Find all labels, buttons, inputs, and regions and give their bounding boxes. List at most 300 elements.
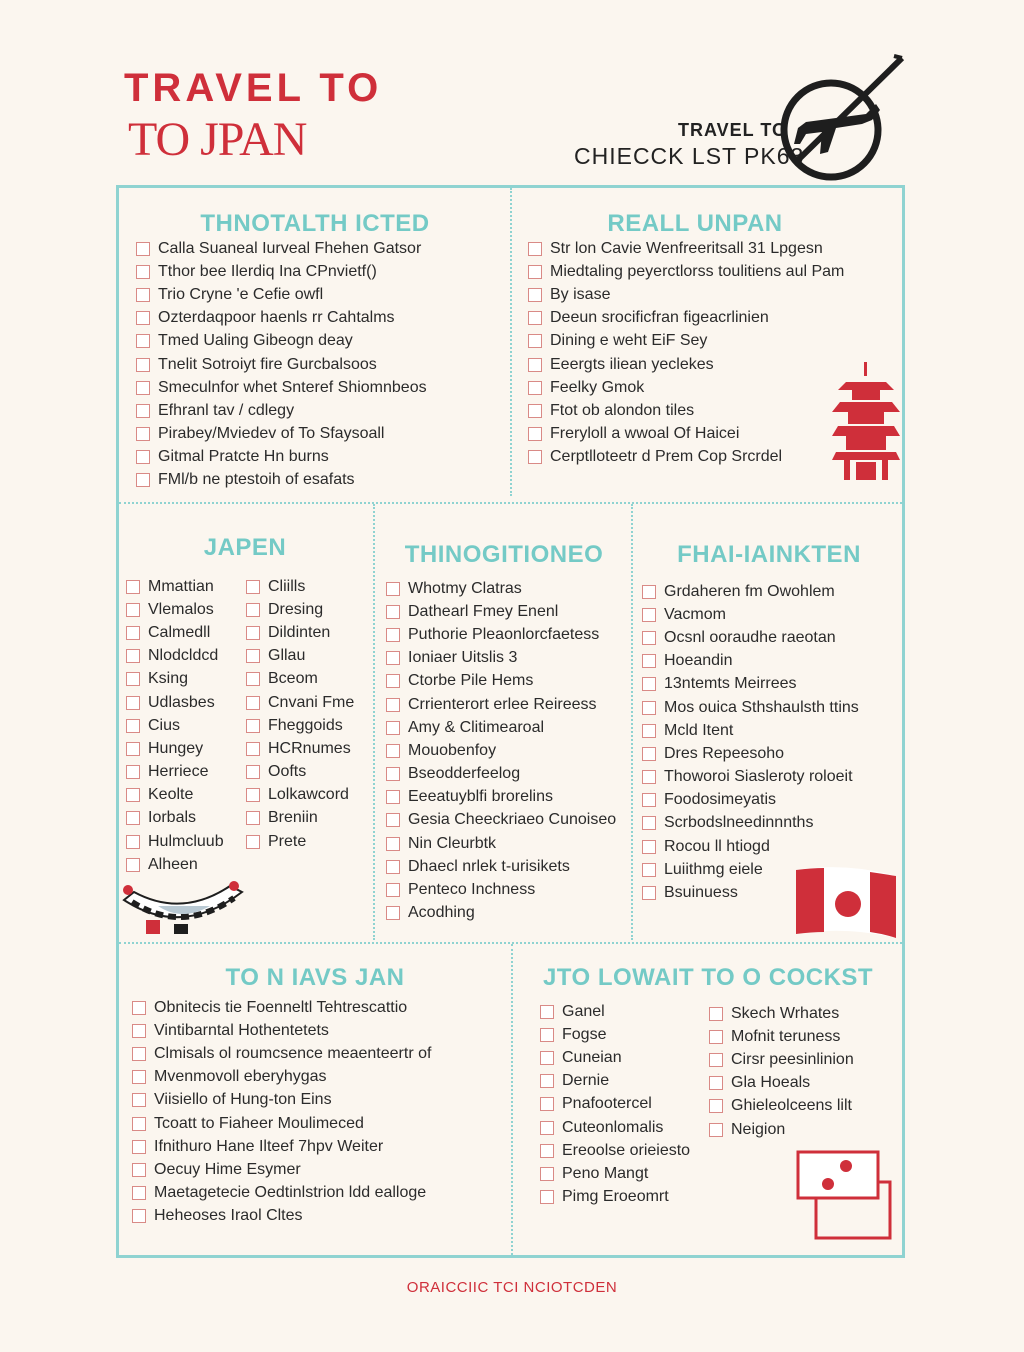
checkbox[interactable] — [132, 1163, 146, 1177]
checklist-item[interactable] — [540, 1093, 690, 1116]
checkbox[interactable] — [386, 813, 400, 827]
checklist-item-label: Tcoatt to Fiaheer Moulimeced — [154, 1114, 364, 1132]
checklist-item-label: Mouobenfoy — [408, 741, 497, 759]
checklist-item-label: Pnafootercel — [562, 1095, 652, 1113]
checkbox[interactable] — [386, 767, 400, 781]
checklist — [136, 237, 427, 492]
checklist-item[interactable] — [642, 719, 859, 742]
checklist-item-label: Ghieleolceens lilt — [731, 1097, 852, 1115]
section-title: JAPEN — [203, 534, 287, 561]
checklist-item-label: Amy & Clitimearoal — [408, 718, 545, 736]
checklist-item[interactable] — [528, 237, 844, 260]
checkbox[interactable] — [136, 450, 150, 464]
checkbox[interactable] — [126, 603, 140, 617]
checkbox[interactable] — [246, 672, 260, 686]
section-title: FHAI-IAINKTEN — [677, 541, 861, 568]
checklist-item[interactable] — [528, 330, 844, 353]
checkbox[interactable] — [528, 288, 542, 302]
checkbox[interactable] — [126, 858, 140, 872]
checklist-item-label: Gla Hoeals — [731, 1074, 811, 1092]
checklist-item-label: Rocou ll htiogd — [664, 837, 770, 855]
checklist-item[interactable] — [132, 1042, 431, 1065]
checkbox[interactable] — [642, 816, 656, 830]
checklist-item[interactable] — [246, 668, 354, 691]
checkbox[interactable] — [386, 582, 400, 596]
checklist-item[interactable] — [246, 761, 354, 784]
checklist-item-label: Herriece — [148, 763, 209, 781]
checkbox[interactable] — [246, 719, 260, 733]
checklist-item-label: Vlemalos — [148, 600, 214, 618]
checklist-item[interactable] — [132, 1112, 431, 1135]
footer-text: ORAICCIIC TCI NCIOTCDEN — [406, 1279, 618, 1296]
section-title: THINOGITIONEO — [404, 541, 604, 568]
checklist-item[interactable] — [132, 1158, 431, 1181]
section-title: THNOTALTH ICTED — [200, 210, 430, 237]
checkbox[interactable] — [642, 585, 656, 599]
checkbox[interactable] — [136, 311, 150, 325]
checklist-item-label: Bceom — [268, 670, 318, 688]
checklist-item[interactable] — [386, 832, 616, 855]
checklist-item-label: Ifnithuro Hane Ilteef 7hpv Weiter — [154, 1137, 384, 1155]
checklist-item[interactable] — [126, 784, 224, 807]
checkbox[interactable] — [540, 1144, 554, 1158]
checkbox[interactable] — [126, 811, 140, 825]
checkbox[interactable] — [528, 427, 542, 441]
checkbox[interactable] — [642, 724, 656, 738]
checklist-item-label: Calla Suaneal Iurveal Fhehen Gatsor — [158, 239, 422, 257]
checklist-item[interactable] — [540, 1023, 690, 1046]
checklist-item[interactable] — [136, 283, 427, 306]
checklist-item[interactable] — [126, 830, 224, 853]
checklist-item[interactable] — [136, 307, 427, 330]
checkbox[interactable] — [136, 334, 150, 348]
checklist-item-label: Maetagetecie Oedtinlstrion ldd ealloge — [154, 1184, 427, 1202]
checklist-item[interactable] — [136, 330, 427, 353]
checkbox[interactable] — [132, 1186, 146, 1200]
checklist-item-label: Fogse — [562, 1025, 607, 1043]
checklist-item[interactable] — [528, 446, 844, 469]
checklist-item[interactable] — [126, 691, 224, 714]
checkbox[interactable] — [642, 770, 656, 784]
checklist-item[interactable] — [709, 1048, 854, 1071]
checklist-item[interactable] — [126, 761, 224, 784]
checkbox[interactable] — [386, 860, 400, 874]
checklist-item[interactable] — [540, 1162, 690, 1185]
checklist-item[interactable] — [132, 996, 431, 1019]
page-title-line2: TO JPAN — [128, 113, 307, 166]
checklist-item[interactable] — [126, 807, 224, 830]
checklist-item-label: Whotmy Clatras — [408, 579, 522, 597]
checkbox[interactable] — [540, 1167, 554, 1181]
checklist-item[interactable] — [246, 714, 354, 737]
checkbox[interactable] — [528, 242, 542, 256]
divider — [631, 504, 633, 940]
checkbox[interactable] — [540, 1005, 554, 1019]
checklist-item[interactable] — [126, 575, 224, 598]
checklist-item[interactable] — [386, 902, 616, 925]
checklist-item[interactable] — [246, 645, 354, 668]
checklist-item[interactable] — [132, 1066, 431, 1089]
checklist-item-label: Mmattian — [148, 577, 214, 595]
checkbox[interactable] — [132, 1001, 146, 1015]
checkbox[interactable] — [709, 1099, 723, 1113]
checklist-item[interactable] — [132, 1019, 431, 1042]
checklist-item[interactable] — [386, 855, 616, 878]
checklist-item[interactable] — [386, 623, 616, 646]
checklist-item[interactable] — [136, 376, 427, 399]
checklist-item[interactable] — [126, 668, 224, 691]
checklist-item-label: Ioniaer Uitslis 3 — [408, 649, 518, 667]
checklist-item[interactable] — [540, 1000, 690, 1023]
checklist-item[interactable] — [246, 830, 354, 853]
checklist-item-label: Cirsr peesinlinion — [731, 1050, 854, 1068]
checklist-item[interactable] — [709, 1118, 854, 1141]
checklist-item[interactable] — [386, 647, 616, 670]
checklist-item-label: Miedtaling peyerctlorss toulitiens aul Pam — [550, 262, 845, 280]
checkbox[interactable] — [386, 744, 400, 758]
checklist-item-label: Feelky Gmok — [550, 378, 645, 396]
checklist — [246, 575, 354, 853]
checklist-item[interactable] — [540, 1139, 690, 1162]
checklist-item[interactable] — [386, 670, 616, 693]
checklist-item[interactable] — [386, 739, 616, 762]
checklist-item[interactable] — [246, 691, 354, 714]
checklist-item[interactable] — [642, 580, 859, 603]
checklist-item[interactable] — [136, 260, 427, 283]
checklist-item[interactable] — [642, 603, 859, 626]
checklist-item-label: Skech Wrhates — [731, 1004, 840, 1022]
checkbox[interactable] — [540, 1121, 554, 1135]
checkbox[interactable] — [528, 334, 542, 348]
section-title: TO N IAVS JAN — [225, 964, 405, 991]
checkbox[interactable] — [642, 701, 656, 715]
checklist-item-label: Hulmcluub — [148, 832, 224, 850]
checklist-item-label: Nin Cleurbtk — [408, 834, 497, 852]
checklist-item[interactable] — [126, 645, 224, 668]
checklist-item[interactable] — [126, 621, 224, 644]
checklist-item[interactable] — [246, 575, 354, 598]
checklist-item-label: Dathearl Fmey Enenl — [408, 602, 559, 620]
checkbox[interactable] — [642, 677, 656, 691]
checkbox[interactable] — [386, 790, 400, 804]
checklist-item[interactable] — [136, 469, 427, 492]
checkbox[interactable] — [246, 788, 260, 802]
checkbox[interactable] — [642, 840, 656, 854]
checklist-item[interactable] — [126, 598, 224, 621]
checklist — [126, 575, 224, 876]
checklist-item-label: Cius — [148, 716, 181, 734]
checklist-item[interactable] — [540, 1116, 690, 1139]
checklist-item-label: Iorbals — [148, 809, 197, 827]
checkbox[interactable] — [642, 863, 656, 877]
checklist-item-label: Oofts — [268, 763, 307, 781]
checklist-item-label: Gllau — [268, 647, 306, 665]
checklist-item-label: Ereoolse orieiesto — [562, 1141, 691, 1159]
checklist — [386, 577, 616, 925]
checklist-item-label: Cnvani Fme — [268, 693, 355, 711]
checkbox[interactable] — [246, 835, 260, 849]
checkbox[interactable] — [132, 1047, 146, 1061]
checklist-item-label: Pimg Eroeomrt — [562, 1188, 669, 1206]
checklist-item[interactable] — [126, 853, 224, 876]
checklist-item-label: Mos ouica Sthshaulsth ttins — [664, 698, 859, 716]
checklist-item[interactable] — [132, 1089, 431, 1112]
checklist-item[interactable] — [642, 696, 859, 719]
checklist-item-label: Mvenmovoll eberyhygas — [154, 1068, 327, 1086]
checklist-item[interactable] — [386, 600, 616, 623]
checklist-item-label: Fheggoids — [268, 716, 343, 734]
checklist-item[interactable] — [642, 812, 859, 835]
checklist-item[interactable] — [386, 878, 616, 901]
checkbox[interactable] — [642, 654, 656, 668]
checklist-item[interactable] — [528, 283, 844, 306]
checkbox[interactable] — [386, 651, 400, 665]
checklist-item-label: Alheen — [148, 855, 198, 873]
checklist-item-label: FMl/b ne ptestoih of esafats — [158, 471, 355, 489]
checklist-item-label: Nlodcldcd — [148, 647, 219, 665]
checklist-item[interactable] — [540, 1046, 690, 1069]
checkbox[interactable] — [528, 450, 542, 464]
checklist-item[interactable] — [246, 621, 354, 644]
checkbox[interactable] — [246, 765, 260, 779]
checklist-item-label: Lolkawcord — [268, 786, 349, 804]
checkbox[interactable] — [132, 1070, 146, 1084]
checklist-item[interactable] — [136, 423, 427, 446]
checklist-item-label: Hungey — [148, 739, 204, 757]
checklist-item-label: Acodhing — [408, 904, 475, 922]
checkbox[interactable] — [126, 672, 140, 686]
checkbox[interactable] — [642, 631, 656, 645]
checklist-item[interactable] — [136, 399, 427, 422]
checkbox[interactable] — [386, 698, 400, 712]
checklist-item-label: Ksing — [148, 670, 189, 688]
checklist-item-label: Cliills — [268, 577, 306, 595]
checklist-item-label: Dresing — [268, 600, 324, 618]
checklist-item-label: By isase — [550, 285, 611, 303]
checkbox[interactable] — [126, 626, 140, 640]
checkbox[interactable] — [126, 719, 140, 733]
checkbox[interactable] — [709, 1053, 723, 1067]
checklist-item-label: Tnelit Sotroiyt fire Gurcbalsoos — [158, 355, 377, 373]
checkbox[interactable] — [540, 1074, 554, 1088]
checklist-item-label: Bsuinuess — [664, 884, 738, 902]
checkbox[interactable] — [386, 837, 400, 851]
checklist-item[interactable] — [126, 737, 224, 760]
checkbox[interactable] — [136, 358, 150, 372]
checkbox[interactable] — [528, 265, 542, 279]
checkbox[interactable] — [136, 473, 150, 487]
checklist-item-label: Prete — [268, 832, 307, 850]
checklist-item[interactable] — [642, 626, 859, 649]
checklist-item-label: Mofnit teruness — [731, 1027, 841, 1045]
checkbox[interactable] — [642, 886, 656, 900]
checklist-item-label: Cuteonlomalis — [562, 1118, 664, 1136]
checklist-item-label: Gitmal Pratcte Hn burns — [158, 448, 329, 466]
checklist-item-label: Pirabey/Mviedev of To Sfaysoall — [158, 425, 385, 443]
checklist-item-label: Thoworoi Siasleroty roloeit — [664, 768, 853, 786]
checkbox[interactable] — [528, 311, 542, 325]
checklist-item-label: Smeculnfor whet Snteref Shiomnbeos — [158, 378, 427, 396]
checklist — [540, 1000, 690, 1209]
checkbox[interactable] — [132, 1140, 146, 1154]
checklist-item-label: Crrienterort erlee Reireess — [408, 695, 597, 713]
japanese-fan-icon — [118, 876, 248, 938]
checklist-item-label: Gesia Cheeckriaeo Cunoiseo — [408, 811, 617, 829]
checklist-item-label: Clmisals ol roumcsence meaenteertr of — [154, 1044, 432, 1062]
checkbox[interactable] — [709, 1123, 723, 1137]
checklist-item[interactable] — [709, 1095, 854, 1118]
checklist-item[interactable] — [126, 714, 224, 737]
checkbox[interactable] — [540, 1097, 554, 1111]
checkbox[interactable] — [709, 1030, 723, 1044]
checkbox[interactable] — [136, 404, 150, 418]
checklist-item-label: Calmedll — [148, 623, 211, 641]
checkbox[interactable] — [126, 649, 140, 663]
checklist-item[interactable] — [132, 1135, 431, 1158]
checkbox[interactable] — [709, 1076, 723, 1090]
divider — [511, 944, 513, 1255]
checklist-item-label: 13ntemts Meirrees — [664, 675, 797, 693]
checkbox[interactable] — [132, 1117, 146, 1131]
checklist-item-label: Vacmom — [664, 605, 726, 623]
checklist-item[interactable] — [386, 716, 616, 739]
checklist-item-label: Bseodderfeelog — [408, 765, 521, 783]
checklist-item[interactable] — [246, 598, 354, 621]
checkbox[interactable] — [126, 835, 140, 849]
checkbox[interactable] — [386, 628, 400, 642]
checklist-item[interactable] — [136, 237, 427, 260]
checklist-item[interactable] — [642, 766, 859, 789]
checklist-item[interactable] — [540, 1186, 690, 1209]
divider — [119, 502, 902, 504]
checkbox[interactable] — [132, 1093, 146, 1107]
checklist-item-label: Deeun srocificfran figeacrlinien — [550, 309, 769, 327]
checklist-item-label: Efhranl tav / cdlegy — [158, 401, 295, 419]
checkbox[interactable] — [246, 626, 260, 640]
checklist-item-label: Luiithmg eiele — [664, 860, 763, 878]
checklist-item[interactable] — [709, 1025, 854, 1048]
checklist-item-label: Vintibarntal Hothentetets — [154, 1021, 329, 1039]
checklist-item-label: Ganel — [562, 1002, 605, 1020]
checklist-item[interactable] — [709, 1002, 854, 1025]
checklist-item-label: Ctorbe Pile Hems — [408, 672, 534, 690]
checklist-item[interactable] — [386, 809, 616, 832]
pagoda-icon — [832, 362, 900, 482]
checklist-item-label: Puthorie Pleaonlorcfaetess — [408, 625, 600, 643]
checklist-item[interactable] — [386, 693, 616, 716]
checklist-item[interactable] — [246, 807, 354, 830]
checklist-item-label: Eeeatuyblfi brorelins — [408, 788, 553, 806]
checkbox[interactable] — [386, 906, 400, 920]
checklist-item[interactable] — [642, 742, 859, 765]
checklist-item[interactable] — [246, 784, 354, 807]
checkbox[interactable] — [642, 608, 656, 622]
checkbox[interactable] — [136, 381, 150, 395]
checkbox[interactable] — [136, 427, 150, 441]
checklist-item[interactable] — [642, 650, 859, 673]
checklist-item[interactable] — [528, 376, 844, 399]
checklist-item[interactable] — [136, 446, 427, 469]
checklist-item[interactable] — [132, 1182, 431, 1205]
checklist-item[interactable] — [642, 789, 859, 812]
checkbox[interactable] — [136, 242, 150, 256]
checklist-item-label: HCRnumes — [268, 739, 351, 757]
checklist-item[interactable] — [132, 1205, 431, 1228]
checkbox[interactable] — [132, 1209, 146, 1223]
checkbox[interactable] — [386, 674, 400, 688]
section-title: JTO LOWAIT TO O COCKST — [542, 964, 874, 991]
checkbox[interactable] — [642, 793, 656, 807]
checklist-item[interactable] — [528, 260, 844, 283]
checklist-item-label: Ocsnl ooraudhe raeotan — [664, 628, 836, 646]
checkbox[interactable] — [132, 1024, 146, 1038]
checkbox[interactable] — [126, 696, 140, 710]
checkbox[interactable] — [246, 742, 260, 756]
checkbox[interactable] — [386, 721, 400, 735]
checklist-item-label: Ftot ob alondon tiles — [550, 401, 695, 419]
checklist-item-label: Tthor bee Ilerdiq Ina CPnvietf() — [158, 262, 377, 280]
checkbox[interactable] — [126, 765, 140, 779]
checklist-item[interactable] — [528, 423, 844, 446]
checkbox[interactable] — [540, 1051, 554, 1065]
checkbox[interactable] — [246, 811, 260, 825]
checkbox[interactable] — [528, 381, 542, 395]
page-title-line1: TRAVEL TO — [124, 66, 383, 110]
checklist-item-label: Ozterdaqpoor haenls rr Cahtalms — [158, 309, 395, 327]
checkbox[interactable] — [246, 580, 260, 594]
checklist-item[interactable] — [528, 353, 844, 376]
checkbox[interactable] — [528, 358, 542, 372]
checklist-item-label: Breniin — [268, 809, 318, 827]
checklist-item[interactable] — [709, 1072, 854, 1095]
checklist-item[interactable] — [642, 835, 859, 858]
checkbox[interactable] — [642, 747, 656, 761]
checkbox[interactable] — [386, 605, 400, 619]
checklist-item-label: Dining e weht EiF Sey — [550, 332, 708, 350]
checkbox[interactable] — [136, 265, 150, 279]
checklist-item[interactable] — [386, 763, 616, 786]
checkbox[interactable] — [136, 288, 150, 302]
checklist-item[interactable] — [528, 399, 844, 422]
checklist-item-label: Peno Mangt — [562, 1164, 649, 1182]
checkbox[interactable] — [540, 1190, 554, 1204]
checkbox[interactable] — [386, 883, 400, 897]
checkbox[interactable] — [246, 603, 260, 617]
checkbox[interactable] — [126, 580, 140, 594]
checklist-item[interactable] — [246, 737, 354, 760]
checklist-item[interactable] — [386, 786, 616, 809]
checklist-item-label: Eeergts iliean yeclekes — [550, 355, 714, 373]
checklist-item[interactable] — [136, 353, 427, 376]
checklist-item[interactable] — [528, 307, 844, 330]
checkbox[interactable] — [126, 742, 140, 756]
checklist-item-label: Dres Repeesoho — [664, 744, 785, 762]
checkbox[interactable] — [246, 696, 260, 710]
checkbox[interactable] — [540, 1028, 554, 1042]
checkbox[interactable] — [126, 788, 140, 802]
checklist-item[interactable] — [642, 673, 859, 696]
checklist-item-label: Foodosimeyatis — [664, 791, 777, 809]
checklist-item[interactable] — [386, 577, 616, 600]
checkbox[interactable] — [709, 1007, 723, 1021]
checklist-item-label: Freryloll a wwoal Of Haicei — [550, 425, 740, 443]
checklist-item[interactable] — [540, 1070, 690, 1093]
airplane-stamp-icon — [776, 52, 912, 182]
checkbox[interactable] — [246, 649, 260, 663]
checklist-item-label: Heheoses Iraol Cltes — [154, 1207, 303, 1225]
checklist-item-label: Grdaheren fm Owohlem — [664, 582, 835, 600]
checkbox[interactable] — [528, 404, 542, 418]
